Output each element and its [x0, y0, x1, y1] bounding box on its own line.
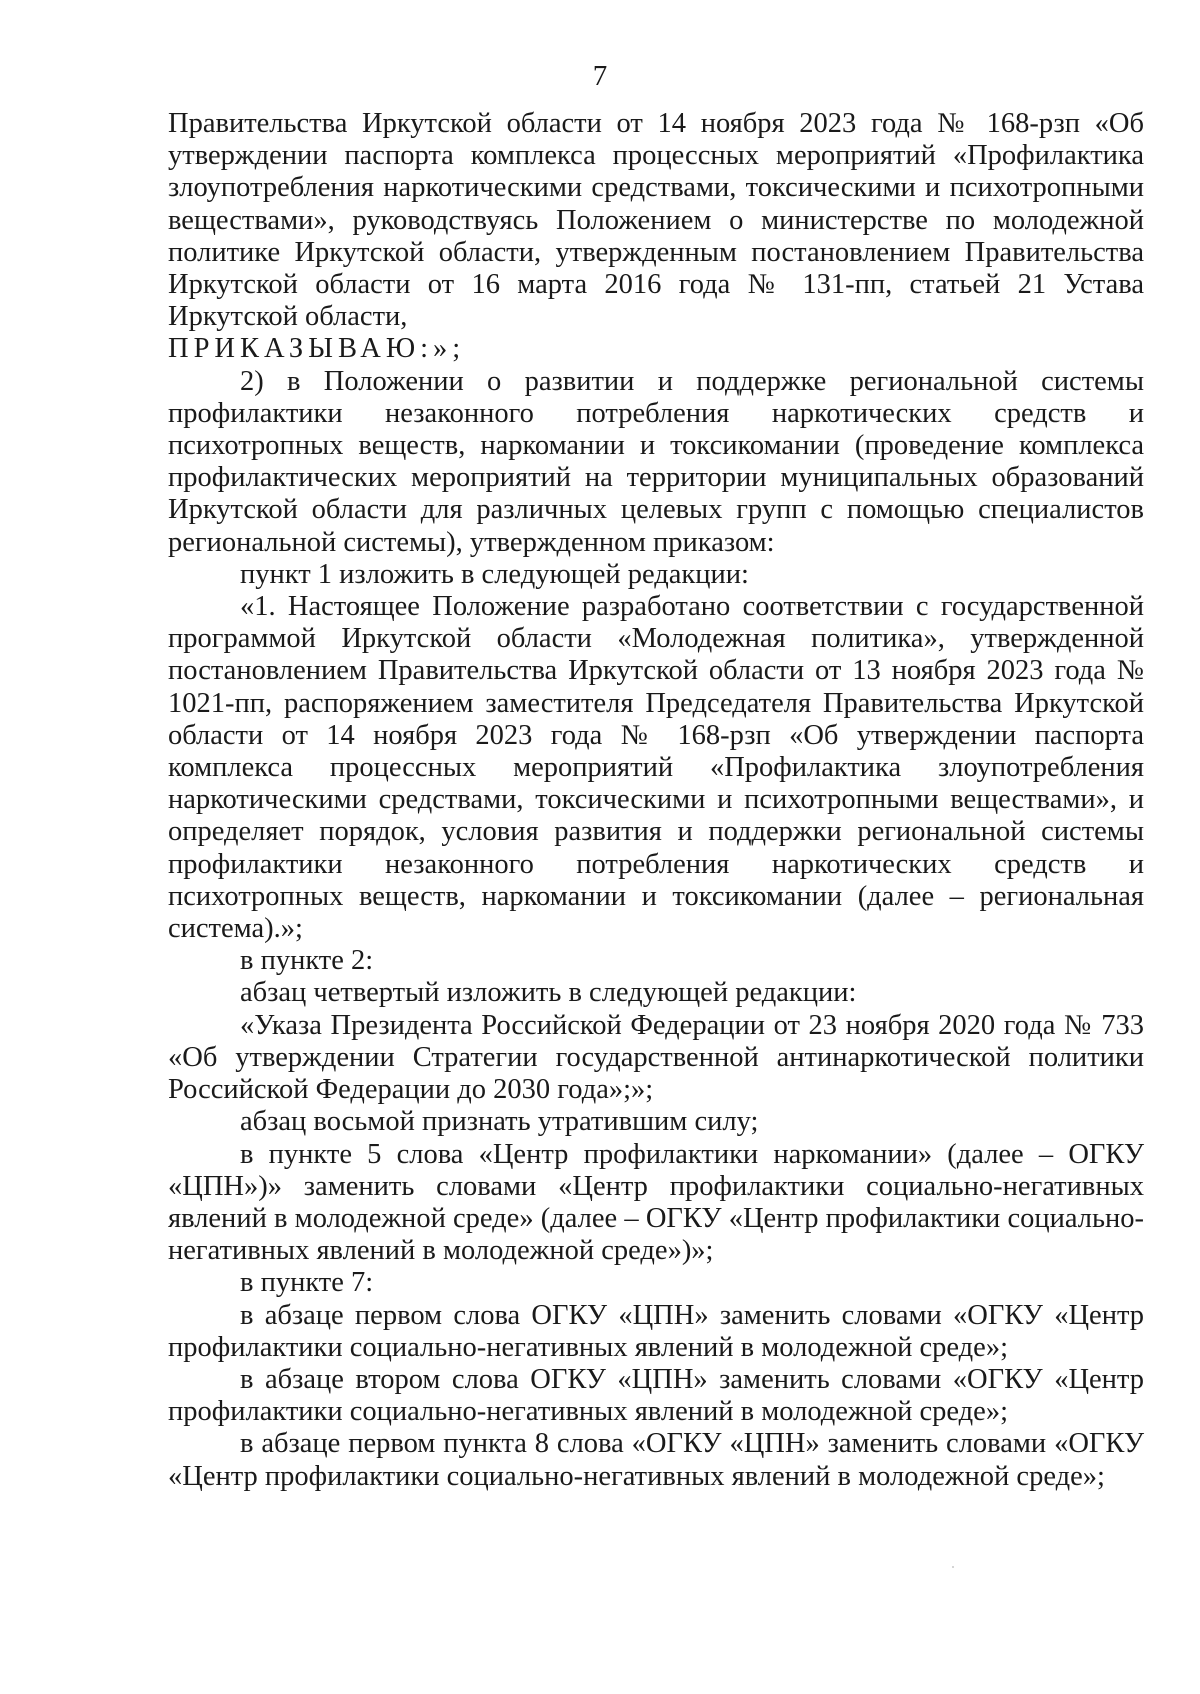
paragraph-abzac-4-intro: абзац четвертый изложить в следующей редакции: [240, 977, 857, 1009]
paragraph-abzac-8: абзац восьмой признать утратившим силу; [240, 1106, 759, 1138]
paragraph-point-2-intro: в пункте 2: [240, 945, 374, 977]
document-body [168, 108, 1144, 1493]
paragraph-point-1-text: «1. Настоящее Положение разработано соответствии с государственной программой Иркутской области «Молодежная политика», утвержденной постановлением Правительства Иркутской области от 13 ноября 2023 года № 1021-пп, распоряжением заместителя Председателя Правительства Иркутской области от 14 ноября 2023 года № 168-рзп «Об утверждении паспорта комплекса процессных мероприятий «Профилактика злоупотребления наркотическими средствами, токсическими и психотропными веществами», и определяет порядок, условия развития и поддержки региональной системы профилактики незаконного потребления наркотических средств и психотропных веществ, наркомании и токсикомании (далее – региональная система).»; [168, 591, 1144, 945]
paragraph-point-7-abzac-1: в абзаце первом слова ОГКУ «ЦПН» заменить словами «ОГКУ «Центр профилактики социально-негативных явлений в молодежной среде»; [168, 1299, 1144, 1363]
paragraph-point-1-intro: пункт 1 изложить в следующей редакции: [240, 558, 749, 590]
scan-speck [952, 1566, 954, 1568]
paragraph-abzac-4-text: «Указа Президента Российской Федерации от 23 ноября 2020 года № 733 «Об утверждении Стратегии государственной антинаркотической политики Российской Федерации до 2030 года»;»; [168, 1009, 1144, 1106]
paragraph-preamble: Правительства Иркутской области от 14 ноября 2023 года № 168-рзп «Об утверждении паспорта комплекса процессных мероприятий «Профилактика злоупотребления наркотическими средствами, токсическими и психотропными веществами», руководствуясь Положением о министерстве по молодежной политике Иркутской области, утвержденным постановлением Правительства Иркутской области от 16 марта 2016 года № 131-пп, статьей 21 Устава Иркутской области, [168, 108, 1144, 333]
paragraph-point-7-abzac-2: в абзаце втором слова ОГКУ «ЦПН» заменить словами «ОГКУ «Центр профилактики социально-негативных явлений в молодежной среде»; [168, 1363, 1144, 1428]
paragraph-point-8-abzac-1: в абзаце первом пункта 8 слова «ОГКУ «ЦПН» заменить словами «ОГКУ «Центр профилактики социально-негативных явлений в молодежной среде»; [168, 1428, 1144, 1492]
paragraph-point-7-intro: в пункте 7: [240, 1267, 374, 1299]
paragraph-point-5: в пункте 5 слова «Центр профилактики наркомании» (далее – ОГКУ «ЦПН»)» заменить словами «Центр профилактики социально-негативных явлений в молодежной среде» (далее – ОГКУ «Центр профилактики социально-негативных явлений в молодежной среде»)»; [168, 1138, 1144, 1267]
paragraph-item-2: 2) в Положении о развитии и поддержке региональной системы профилактики незаконного потребления наркотических средств и психотропных веществ, наркомании и токсикомании (проведение комплекса профилактических мероприятий на территории муниципальных образований Иркутской области для различных целевых групп с помощью специалистов региональной системы), утвержденном приказом: [168, 365, 1144, 558]
paragraph-decree: ПРИКАЗЫВАЮ:»; [168, 333, 466, 365]
page-number: 7 [592, 60, 608, 92]
